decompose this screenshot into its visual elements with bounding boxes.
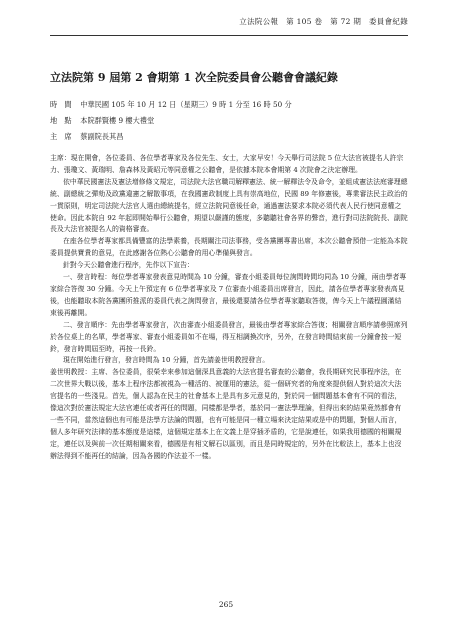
paragraph-constitution xyxy=(50,177,408,237)
meta-label: 時 間 xyxy=(50,100,72,109)
paragraph-text: 二、發言順序：先由學者專家發言，次由審查小組委員發言，最後由學者專家綜合答復；相關發言順序請參照席列於各位桌上的名單，學者專家、審查小組委員如不在場，得互相調換次序，另外，在發言時間結束前一分鐘會按一短鈴，發言時間屆至時，再按一長鈴。 xyxy=(50,320,408,353)
page-header: 立法院公報 第 105 卷 第 72 期 委員會紀錄 xyxy=(239,17,408,26)
paragraph-procedure-intro xyxy=(50,260,408,272)
header-rule xyxy=(50,35,408,36)
paragraph-start xyxy=(50,355,408,367)
meta-value: 蔡副院長其昌 xyxy=(80,132,124,141)
speaker-label: 姜世明教授： xyxy=(50,368,92,377)
paragraph-rule-time xyxy=(50,272,408,320)
paragraph-chair-opening xyxy=(50,153,408,177)
paragraph-text: 在座各位學者專家都具備豐富的法學素養，長期關注司法事務，受各黨團專書出席，本次公聽會預借一定能為本院委員提供寶貴的意見，在此感謝各位熱心公聽會的用心準備與發言。 xyxy=(50,237,408,258)
paragraph-thanks xyxy=(50,236,408,260)
meta-chair xyxy=(50,132,123,142)
meta-value: 本院群賢樓 9 樓大禮堂 xyxy=(80,116,155,125)
meta-time xyxy=(50,100,292,110)
paragraph-speaker-jiang xyxy=(50,367,408,462)
meta-value: 中華民國 105 年 10 月 12 日（星期三）9 時 1 分至 16 時 50 分 xyxy=(80,100,292,109)
paragraph-text: 現在開會，各位委員、各位學者專家及各位先生、女士，大家早安！今天舉行司法院 5 位大法官被提名人許宗力、張瓊文、黃瑞明、詹森林及黃昭元等同意權之公聽會，是依據本院本會期第 4 次院會之決定辦理。 xyxy=(50,154,404,174)
speaker-label: 主席： xyxy=(50,154,71,162)
meta-label: 地 點 xyxy=(50,116,72,125)
transcript-body xyxy=(50,153,408,463)
page-number: 265 xyxy=(218,600,234,609)
meta-label: 主 席 xyxy=(50,132,72,141)
paragraph-text: 現在開始進行發言，發言時間為 10 分鐘，首先請姜世明教授發言。 xyxy=(63,356,270,365)
paragraph-text: 主席、各位委員，很榮幸來參加這個深具意義的大法官提名審查的公聽會，我長期研究民事程序法，在二次世界大戰以後，基本上程序法都被視為一種活的、被運用的憲法，從一個研究者的角度來提供個人對於這次大法官提名的一些淺見。首先，個人認為在民主的社會基本上是具有多元意見的，對於同一個問題基本會有不同的看法，像這次對於憲法規定大法官連任或者再任的問題，同樣都是學者，基於同一憲法學理論，但得出來的結果竟然都會有一些不同，當然這個也有可能是法學方法論的問題，也有可能是同一種立場來決定結果或是中的問題，對個人而言，個人多年研究法律的基本態度是這樣，這個規定基本上在文義上是穿插矛盾的，它是說連任，如果我用德國的相關規定，連任以及與前一次任期相關來看，德國是有相文解石以區別，而且是同時規定的，另外在比較法上，基本上也沒辦法得到不能再任的結論，因為各國的作法並不一樣。 xyxy=(50,368,402,460)
document-title: 立法院第 9 屆第 2 會期第 1 次全院委員會公聽會會議紀錄 xyxy=(50,71,338,84)
paragraph-text: 一、發言時程：每位學者專家發表意見時間為 10 分鐘，審查小組委員每位詢問時間均同為 10 分鐘，兩由學者專家綜合答復 30 分鐘。今天上午預定有 6 位學者專家及 7 位審查小組委員出席發言，因此，請各位學者專家發表高見後，也能聽取本院各黨團所推派的委員代表之詢問發言，最後還要請各位學者專家聽取答復，俾今天上午議程圓滿結束後再離開。 xyxy=(50,273,407,317)
paragraph-text: 依中華民國憲法及憲法增修條文規定，司法院大法官職司解釋憲法、統一解釋法令及命令，並組成憲法法庭審理總統、副總統之彈劾及政黨違憲之解散事項，在我國憲政制度上具有崇高地位，民國 89 年修憲後，專業審法民主政治的一貫原則，明定司法院大法官人選由總統提名，經立法院同意後任命，通過憲法要求本院必須代表人民行使同意權之使命。因此本院自 92 年起即開始舉行公聽會，期望以嚴謹的態度，多聽聽社會各界的聲音，進行對司法院院長、副院長及大法官被提名人的資格審查。 xyxy=(50,177,408,234)
meta-place xyxy=(50,116,154,126)
paragraph-text: 針對今天公聽會進行程序，先作以下宣告： xyxy=(63,261,194,270)
paragraph-rule-order xyxy=(50,320,408,356)
